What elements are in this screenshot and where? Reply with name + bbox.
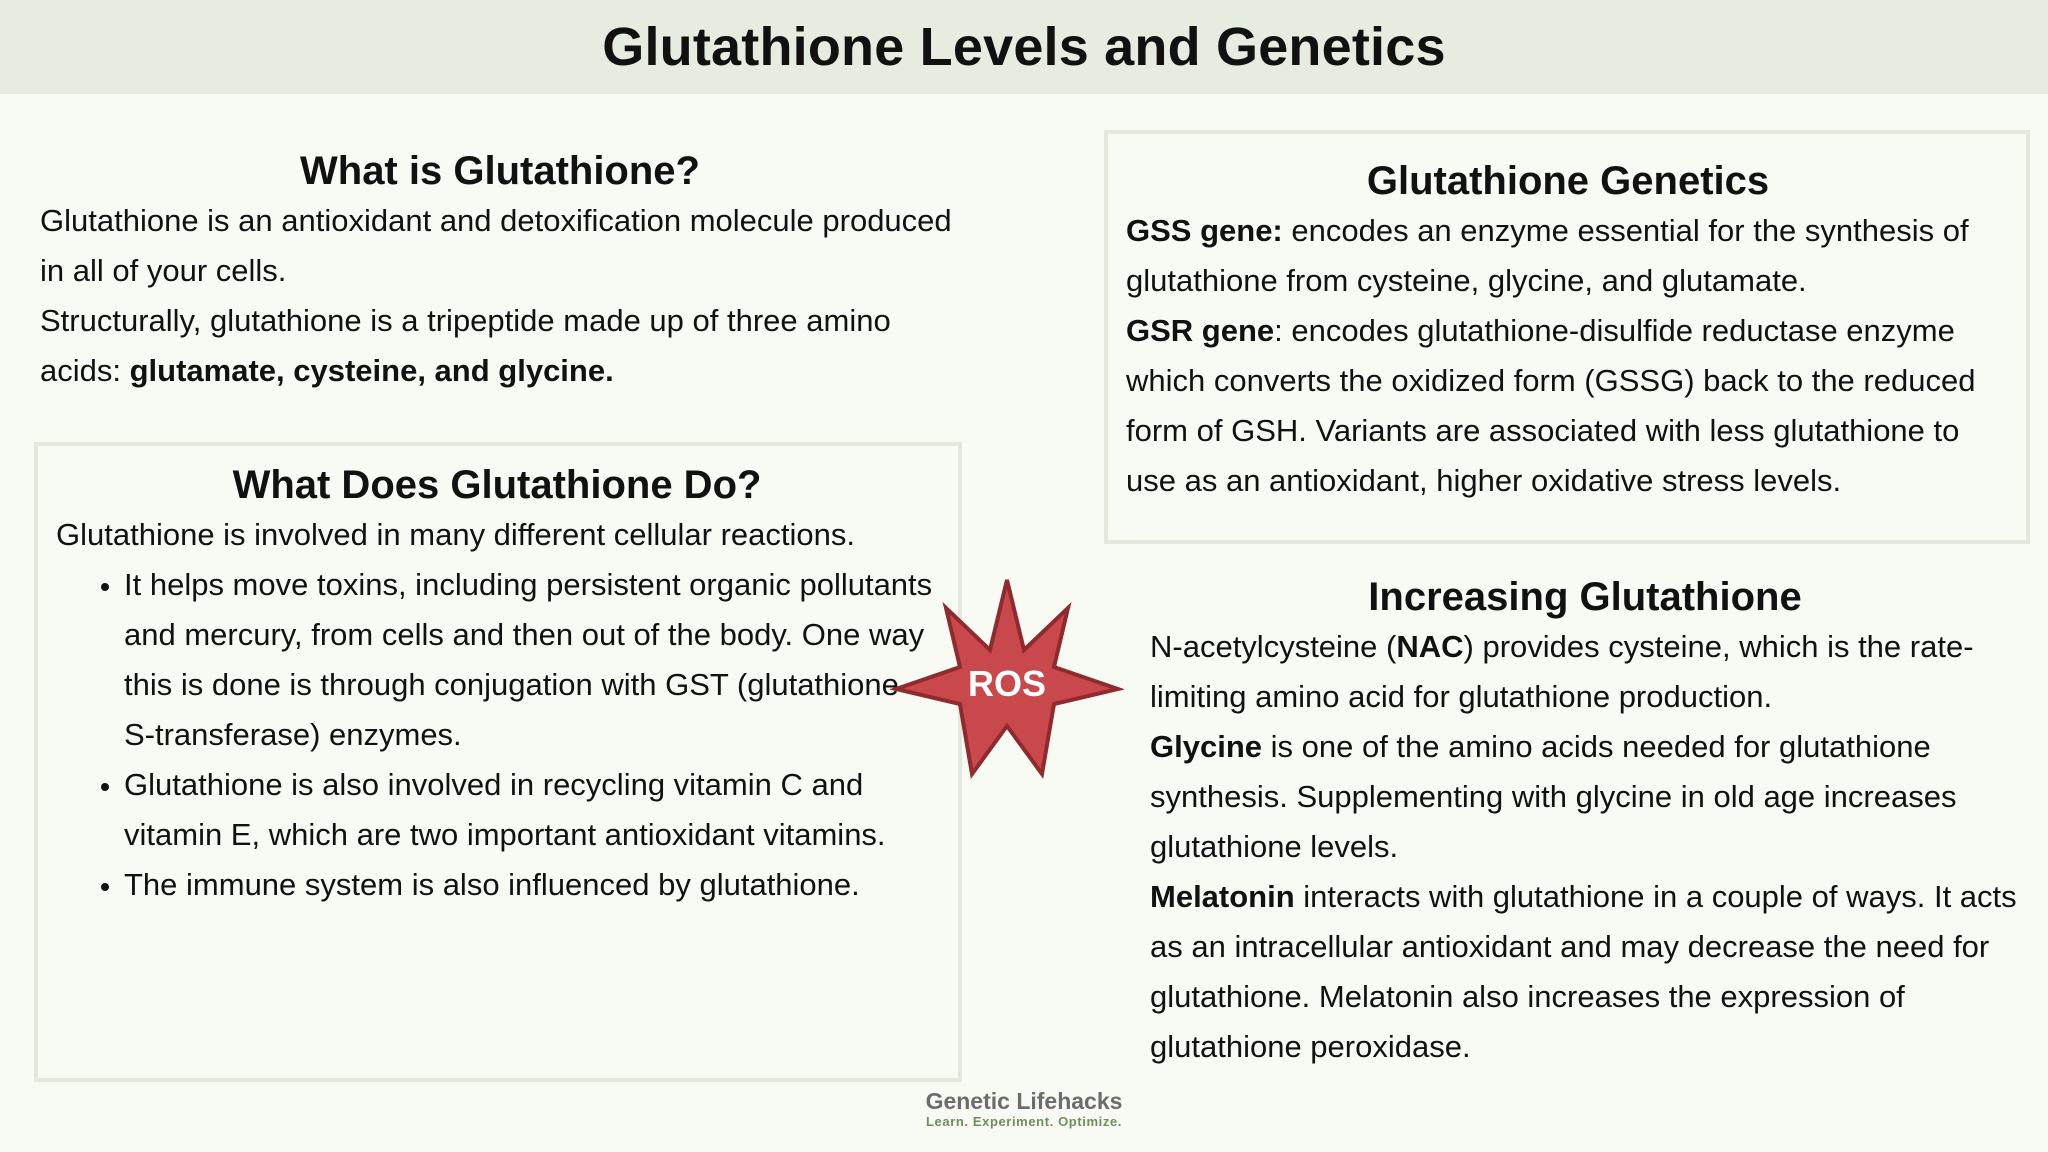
amino-acids-bold: glutamate, cysteine, and glycine. <box>129 353 614 388</box>
what-does-glutathione-do-section <box>34 442 962 1082</box>
what-does-body <box>56 510 938 910</box>
glutathione-genetics-section <box>1104 130 2030 544</box>
nac-bold: NAC <box>1396 629 1464 664</box>
what-does-bullet-list <box>56 560 938 910</box>
ros-starburst-icon <box>890 576 1124 782</box>
increasing-glutathione-section <box>1150 572 2020 1072</box>
gsr-gene-paragraph <box>1126 306 2010 506</box>
brand-name: Genetic Lifehacks <box>925 1088 1123 1114</box>
glycine-bold: Glycine <box>1150 729 1262 764</box>
genetics-body <box>1126 206 2010 506</box>
melatonin-text: interacts with glutathione in a couple of ways. It acts as an intracellular antioxidant and may decrease the need for glutathione. Melatonin also increases the expression of glutathione peroxidase. <box>1150 879 2017 1064</box>
glycine-paragraph <box>1150 722 2020 872</box>
list-item: • Glutathione is also involved in recycling vitamin C and vitamin E, which are two important antioxidant vitamins. <box>124 760 938 860</box>
nac-post-text: ) provides cysteine, which is the rate-limiting amino acid for glutathione production. <box>1150 629 1974 714</box>
list-item: • It helps move toxins, including persistent organic pollutants and mercury, from cells and then out of the body. One way this is done is through conjugation with GST (glutathione S-transferase) enzymes. <box>124 560 938 760</box>
melatonin-paragraph <box>1150 872 2020 1072</box>
glycine-text: is one of the amino acids needed for glutathione synthesis. Supplementing with glycine in old age increases glutathione levels. <box>1150 729 1957 864</box>
what-does-title: What Does Glutathione Do? <box>232 463 762 507</box>
what-is-title: What is Glutathione? <box>300 149 700 193</box>
gss-gene-paragraph <box>1126 206 2010 306</box>
genetics-title: Glutathione Genetics <box>1366 159 1770 203</box>
what-is-body <box>40 196 960 396</box>
what-does-intro: Glutathione is involved in many different cellular reactions. <box>56 517 855 552</box>
what-is-p2-text: Structurally, glutathione is a tripeptide made up of three amino acids: <box>40 303 891 388</box>
page-header <box>0 0 2048 94</box>
gsr-gene-label: GSR gene <box>1126 313 1275 348</box>
what-is-paragraph-1: Glutathione is an antioxidant and detoxification molecule produced in all of your cells. <box>40 203 952 288</box>
brand-tagline: Learn. Experiment. Optimize. <box>926 1114 1122 1129</box>
nac-paragraph <box>1150 622 2020 722</box>
what-is-paragraph-2 <box>40 296 960 396</box>
footer-brand <box>0 1088 2048 1130</box>
list-item: • The immune system is also influenced by glutathione. <box>124 860 938 910</box>
page-title: Glutathione Levels and Genetics <box>602 17 1446 77</box>
increasing-title: Increasing Glutathione <box>1368 575 1802 619</box>
gss-gene-label: GSS gene: <box>1126 213 1283 248</box>
ros-label: ROS <box>967 663 1047 704</box>
gsr-gene-text: : encodes glutathione-disulfide reductase enzyme which converts the oxidized form (GSSG) back to the reduced form of GSH. Variants are associated with less glutathione to use as an antioxidant, higher oxidative stress levels. <box>1126 313 1976 498</box>
melatonin-bold: Melatonin <box>1150 879 1295 914</box>
what-is-glutathione-section <box>40 146 960 396</box>
gss-gene-text: encodes an enzyme essential for the synthesis of glutathione from cysteine, glycine, and glutamate. <box>1126 213 1969 298</box>
increasing-body <box>1150 622 2020 1072</box>
nac-pre-text: N-acetylcysteine ( <box>1150 629 1397 664</box>
